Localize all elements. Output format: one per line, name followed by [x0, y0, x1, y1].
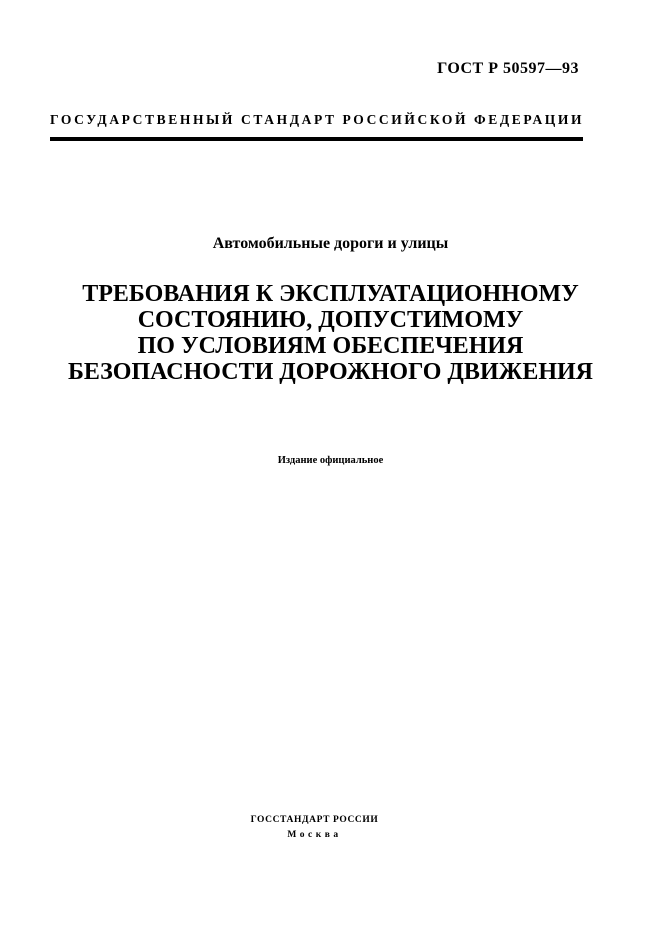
document-subtitle: Автомобильные дороги и улицы — [212, 235, 449, 252]
document-title — [0, 281, 661, 385]
publication-city: Москва — [287, 830, 342, 840]
document-number: ГОСТ Р 50597—93 — [437, 60, 579, 77]
agency-header: ГОСУДАРСТВЕННЫЙ СТАНДАРТ РОССИЙСКОЙ ФЕДЕРАЦИИ — [50, 112, 585, 127]
header-divider — [50, 137, 583, 141]
title-line: БЕЗОПАСНОСТИ ДОРОЖНОГО ДВИЖЕНИЯ — [67, 359, 594, 385]
title-line: ПО УСЛОВИЯМ ОБЕСПЕЧЕНИЯ — [137, 333, 524, 359]
edition-label: Издание официальное — [277, 455, 384, 466]
publisher-name: ГОССТАНДАРТ РОССИИ — [250, 815, 379, 825]
title-line: ТРЕБОВАНИЯ К ЭКСПЛУАТАЦИОННОМУ — [82, 281, 579, 307]
title-line: СОСТОЯНИЮ, ДОПУСТИМОМУ — [137, 307, 524, 333]
